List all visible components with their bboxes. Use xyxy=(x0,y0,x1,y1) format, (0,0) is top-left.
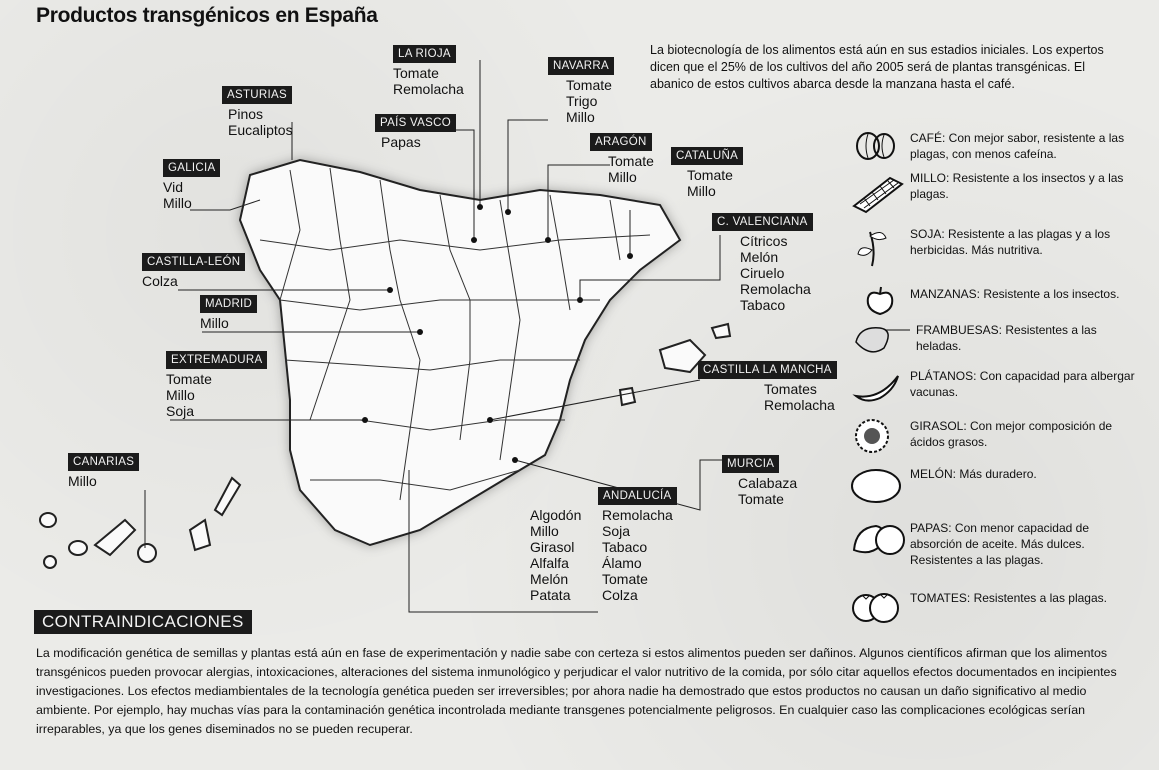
region-cataluna xyxy=(671,146,743,199)
region-galicia xyxy=(163,158,220,211)
region-pais-vasco xyxy=(375,113,456,150)
crop-label: Millo xyxy=(530,523,559,539)
crop-label: Millo xyxy=(608,169,637,185)
crop-label: Remolacha xyxy=(602,507,673,523)
region-murcia xyxy=(722,454,797,507)
legend-text: PLÁTANOS: Con capacidad para albergar vacunas. xyxy=(910,369,1135,399)
crop-label: Patata xyxy=(530,587,571,603)
region-tag: LA RIOJA xyxy=(393,45,456,63)
apple-icon xyxy=(850,286,900,320)
crop-label: Tomate xyxy=(393,65,439,81)
crop-label: Millo xyxy=(687,183,716,199)
legend-item-soja xyxy=(850,226,1140,266)
legend-item-platanos xyxy=(850,368,1140,402)
region-tag: CATALUÑA xyxy=(671,147,743,165)
soy-plant-icon xyxy=(850,226,900,270)
legend-text: TOMATES: Resistentes a las plagas. xyxy=(910,591,1107,605)
region-tag: EXTREMADURA xyxy=(166,351,267,369)
crop-label: Colza xyxy=(602,587,638,603)
region-asturias xyxy=(222,85,293,138)
crop-label: Ciruelo xyxy=(740,265,785,281)
region-navarra xyxy=(548,56,614,125)
legend-item-papas xyxy=(850,520,1140,576)
region-andalucia xyxy=(530,486,677,607)
crop-label: Tomate xyxy=(687,167,733,183)
region-tag: CANARIAS xyxy=(68,453,139,471)
region-tag: C. VALENCIANA xyxy=(712,213,813,231)
region-tag: NAVARRA xyxy=(548,57,614,75)
crop-label: Trigo xyxy=(566,93,598,109)
region-tag: GALICIA xyxy=(163,159,220,177)
region-tag: ANDALUCÍA xyxy=(598,487,677,505)
crop-label: Álamo xyxy=(602,555,642,571)
crop-label: Millo xyxy=(166,387,195,403)
crop-label: Tomate xyxy=(166,371,212,387)
intro-paragraph: La biotecnología de los alimentos está aún en sus estadios iniciales. Los expertos dicen que el 25% de los cultivos del año 2005 será de plantas transgénicas. El abanico de estos cultivos abarca desde la manzana hasta el café. xyxy=(650,43,1104,91)
crop-label: Remolacha xyxy=(393,81,464,97)
crop-label: Calabaza xyxy=(738,475,798,491)
region-tag: ASTURIAS xyxy=(222,86,292,104)
legend-text: PAPAS: Con menor capacidad de absorción de aceite. Más dulces. Resistentes a las plagas. xyxy=(910,521,1089,567)
crop-label: Pinos xyxy=(228,106,264,122)
region-madrid xyxy=(200,294,257,331)
raspberry-icon xyxy=(850,322,910,358)
legend-item-girasol xyxy=(850,418,1140,456)
legend-item-melon xyxy=(850,466,1140,506)
legend-item-cafe xyxy=(850,130,1140,170)
legend-item-frambuesas xyxy=(850,322,1140,358)
crop-label: Tomate xyxy=(608,153,654,169)
legend-item-millo xyxy=(850,170,1140,210)
crop-label: Tomates xyxy=(764,381,817,397)
tomato-icon xyxy=(850,590,906,626)
region-aragon xyxy=(590,132,654,185)
crop-label: Millo xyxy=(163,195,192,211)
crop-label: Girasol xyxy=(530,539,575,555)
crop-label: Millo xyxy=(566,109,595,125)
ibiza-island xyxy=(620,388,635,405)
legend-text: SOJA: Resistente a las plagas y a los herbicidas. Más nutritiva. xyxy=(910,227,1111,257)
crop-label: Tomate xyxy=(738,491,784,507)
crop-label: Melón xyxy=(740,249,779,265)
region-tag: CASTILLA LA MANCHA xyxy=(698,361,837,379)
legend-text: GIRASOL: Con mejor composición de ácidos grasos. xyxy=(910,419,1113,449)
legend-text: CAFÉ: Con mejor sabor, resistente a las plagas, con menos cafeína. xyxy=(910,131,1125,161)
crop-label: Melón xyxy=(530,571,569,587)
region-tag: ARAGÓN xyxy=(590,133,652,151)
region-tag: MADRID xyxy=(200,295,257,313)
region-extremadura xyxy=(166,350,267,419)
legend-item-tomates xyxy=(850,590,1140,626)
corn-icon xyxy=(850,170,906,214)
crop-label: Soja xyxy=(602,523,631,539)
region-tag: MURCIA xyxy=(722,455,779,473)
crop-label: Colza xyxy=(142,273,178,289)
crop-label: Remolacha xyxy=(764,397,835,413)
region-tag: CASTILLA-LEÓN xyxy=(142,253,245,271)
contraindications-title: CONTRAINDICACIONES xyxy=(34,610,252,634)
region-la-rioja xyxy=(393,44,464,97)
crop-label: Tabaco xyxy=(740,297,786,313)
region-castilla-la-mancha xyxy=(698,360,837,413)
crop-label: Tabaco xyxy=(602,539,648,555)
legend-text: MELÓN: Más duradero. xyxy=(910,467,1037,481)
sunflower-icon xyxy=(850,418,900,458)
crop-label: Millo xyxy=(68,473,97,489)
legend-item-manzanas xyxy=(850,286,1140,312)
crop-label: Tomate xyxy=(566,77,612,93)
region-c-valenciana xyxy=(712,212,813,313)
contraindications-text: La modificación genética de semillas y plantas está aún en fase de experimentación y nadie sabe con certeza si estos alimentos pueden ser dañinos. Algunos científicos afirman que los alimentos transgénicos pueden provocar alergias, intoxicaciones, alteraciones del sistema inmunológico y perjudicar el valor nutritivo de la comida, por sólo citar aquellos efectos documentados en incipientes investigaciones. Los efectos mediambientales de la tecnología genética pueden ser irreversibles; por ahora nadie ha demostrado que estos productos no causan un daño significativo al medio ambiente. Por ejemplo, hay muchas vías para la contaminación genética incontrolada mediante transgenes potencialmente peligrosos. En cualquier caso las complicaciones ecológicas serían irreparables, ya que los genes diseminados no se pueden recuperar. xyxy=(36,646,1117,736)
potato-icon xyxy=(850,520,910,560)
legend-text: MILLO: Resistente a los insectos y a las plagas. xyxy=(910,171,1124,201)
region-canarias xyxy=(68,452,139,489)
crop-label: Papas xyxy=(381,134,421,150)
crop-label: Remolacha xyxy=(740,281,811,297)
region-tag: PAÍS VASCO xyxy=(375,114,456,132)
page-title: Productos transgénicos en España xyxy=(36,4,378,27)
crop-label: Vid xyxy=(163,179,183,195)
crop-label: Eucaliptos xyxy=(228,122,293,138)
legend-text: FRAMBUESAS: Resistentes a las heladas. xyxy=(916,323,1097,353)
region-castilla-leon xyxy=(142,252,245,289)
menorca-island xyxy=(712,324,730,338)
crop-label: Soja xyxy=(166,403,195,419)
canary-islands xyxy=(40,478,240,568)
crop-label: Alfalfa xyxy=(530,555,569,571)
crop-label: Algodón xyxy=(530,507,582,523)
coffee-bean-icon xyxy=(850,130,900,166)
crop-label: Cítricos xyxy=(740,233,788,249)
banana-icon xyxy=(850,368,906,404)
legend-text: MANZANAS: Resistente a los insectos. xyxy=(910,287,1120,301)
crop-label: Millo xyxy=(200,315,229,331)
crop-label: Tomate xyxy=(602,571,648,587)
melon-icon xyxy=(850,466,906,506)
